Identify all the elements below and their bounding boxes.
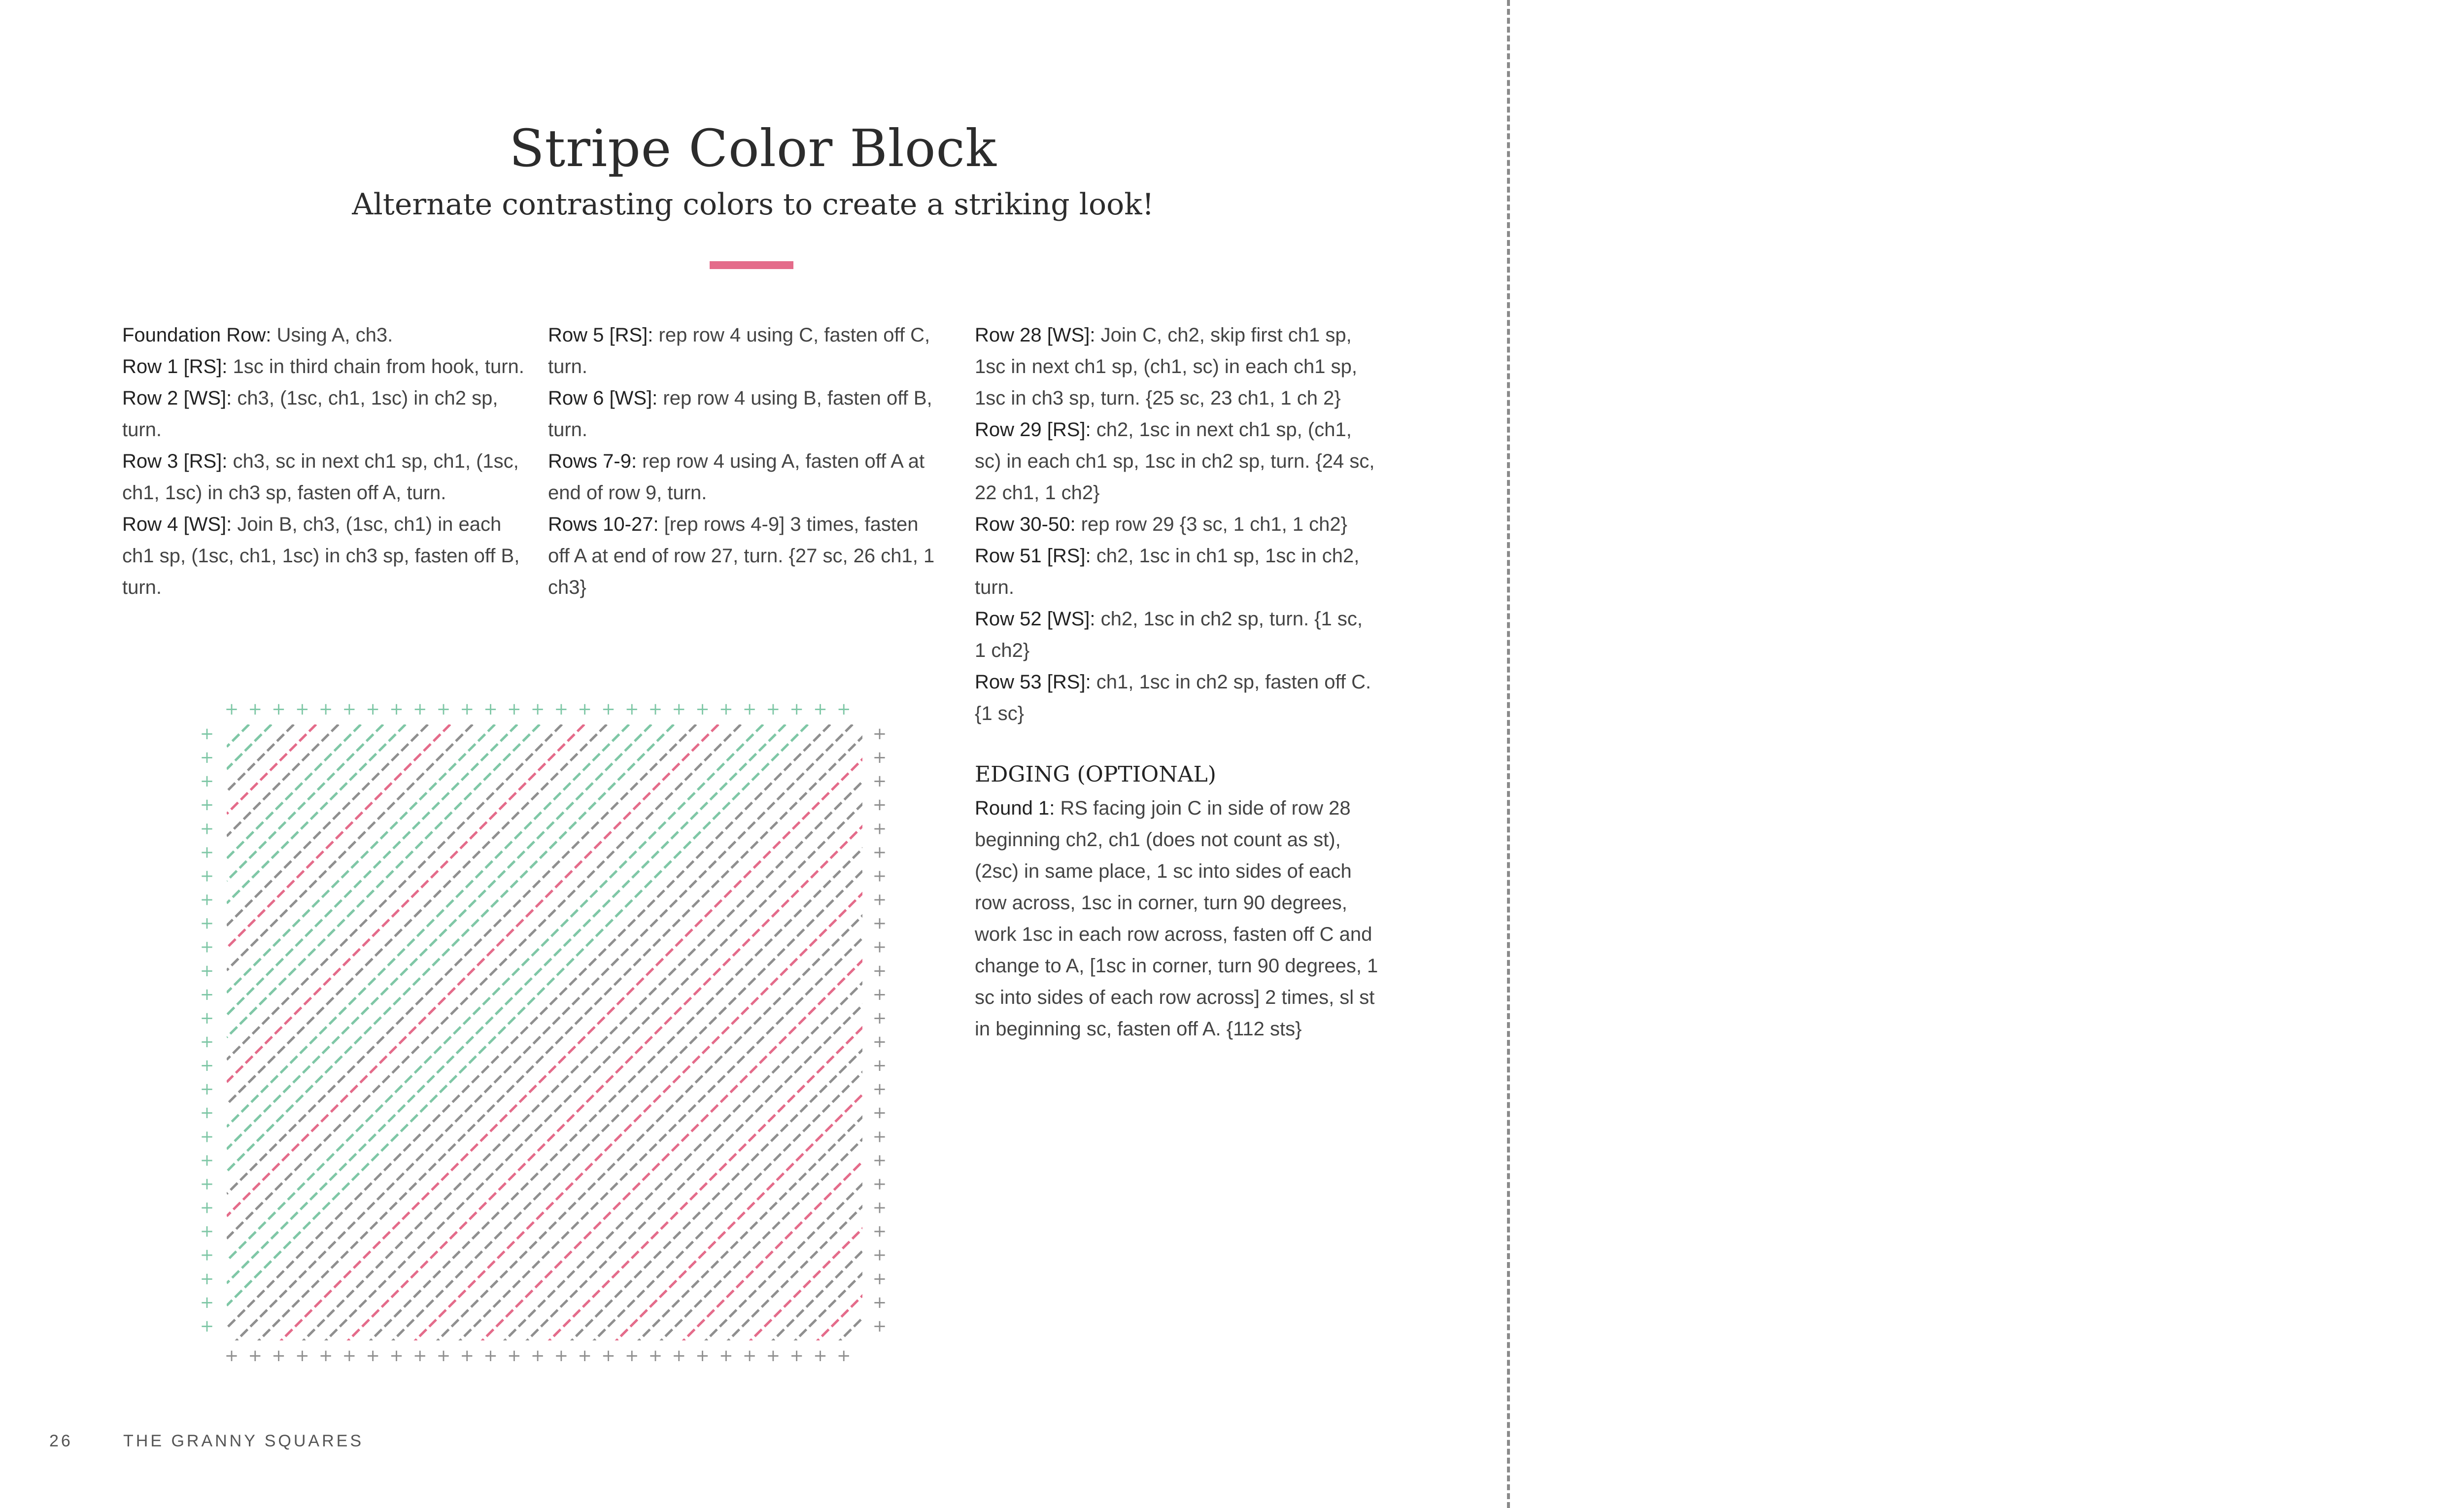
chart-border-symbol: + [872, 1174, 887, 1194]
chart-border-symbol: + [648, 699, 663, 719]
chart-border-symbol: + [295, 1346, 309, 1366]
page-title: Stripe Color Block [509, 118, 997, 178]
chart-stitch-row [227, 724, 696, 1194]
chart-border-symbol: + [436, 1346, 451, 1366]
instruction-row: Row 2 [WS]: ch3, (1sc, ch1, 1sc) in ch2 sp, turn. [122, 387, 498, 441]
instruction-row: Row 5 [RS]: rep row 4 using C, fasten off C, turn. [548, 324, 930, 377]
chart-stitch-row [227, 724, 249, 747]
chart-border-symbol: + [389, 699, 404, 719]
chart-border-symbol: + [872, 1150, 887, 1170]
chart-border-symbol: + [200, 1008, 214, 1028]
chart-border-symbol: + [672, 699, 686, 719]
chart-stitch-row [227, 724, 495, 993]
chart-border-symbol: + [200, 748, 214, 768]
instruction-row: Row 1 [RS]: 1sc in third chain from hook, turn. [122, 356, 524, 377]
chart-border-symbol: + [872, 913, 887, 933]
chart-border-symbol: + [742, 1346, 757, 1366]
chart-border-symbol: + [719, 1346, 733, 1366]
instruction-row: Row 51 [RS]: ch2, 1sc in ch1 sp, 1sc in ch2, turn. [975, 545, 1360, 598]
chart-stitch-row [227, 724, 808, 1305]
chart-border-symbol: + [872, 1032, 887, 1052]
chart-stitch-row [227, 724, 316, 814]
chart-border-symbol: + [248, 1346, 263, 1366]
chart-border-symbol: + [200, 1316, 214, 1336]
chart-border-symbol: + [200, 1032, 214, 1052]
chart-border-symbol: + [872, 1103, 887, 1123]
chart-border-symbol: + [483, 1346, 498, 1366]
chart-border-symbol: + [200, 771, 214, 791]
chart-stitch-row [227, 724, 786, 1283]
chart-border-symbol: + [766, 699, 781, 719]
chart-border-symbol: + [554, 699, 569, 719]
chart-border-symbol: + [872, 1292, 887, 1312]
instruction-row: Row 3 [RS]: ch3, sc in next ch1 sp, ch1, (1sc, ch1, 1sc) in ch3 sp, fasten off A, turn. [122, 450, 519, 504]
chart-stitch-row [227, 724, 473, 970]
chart-border-symbol: + [872, 1127, 887, 1147]
chart-border-symbol: + [200, 1245, 214, 1265]
chart-border-symbol: + [200, 795, 214, 815]
chart-border-symbol: + [872, 795, 887, 815]
chart-border-symbol: + [200, 1150, 214, 1170]
chart-stitch-row [227, 724, 830, 1328]
chart-stitch-row [227, 724, 540, 1037]
chart-stitch-row [227, 724, 674, 1171]
chart-border-symbol: + [200, 984, 214, 1004]
chart-border-symbol: + [872, 890, 887, 910]
chart-border-symbol: + [872, 1008, 887, 1028]
chart-border-symbol: + [872, 1245, 887, 1265]
chart-border-symbol: + [766, 1346, 781, 1366]
chart-border-symbol: + [412, 699, 427, 719]
chart-border-symbol: + [872, 1079, 887, 1099]
chart-border-symbol: + [272, 699, 286, 719]
chart-border-symbol: + [200, 1056, 214, 1076]
chart-stitch-row [227, 724, 428, 925]
chart-stitch-row [227, 724, 763, 1261]
chart-border-symbol: + [224, 699, 239, 719]
chart-border-symbol: + [836, 699, 851, 719]
chart-stitch-row [227, 724, 361, 858]
chart-border-symbol: + [648, 1346, 663, 1366]
edging-text: Round 1: RS facing join C in side of row 28 beginning ch2, ch1 (does not count as st), (2sc) in same place, 1 sc into sides of each row across, 1sc in corner, turn 90 degrees, work 1sc in each row across, fasten off C and change to A, [1sc in corner, turn 90 degrees, 1 sc into sides of each row across] 2 times, sl st in beginning sc, fasten off A. {112 sts} [975, 797, 1378, 1040]
chart-border-symbol: + [412, 1346, 427, 1366]
right-page [1510, 0, 2464, 1508]
chart-border-symbol: + [200, 1221, 214, 1241]
chart-border-symbol: + [248, 699, 263, 719]
instruction-row: Row 29 [RS]: ch2, 1sc in next ch1 sp, (ch1, sc) in each ch1 sp, 1sc in ch2 sp, turn. {24 sc, 22 ch1, 1 ch2} [975, 419, 1375, 504]
instruction-row: Row 4 [WS]: Join B, ch3, (1sc, ch1) in each ch1 sp, (1sc, ch1, 1sc) in ch3 sp, fasten off B, turn. [122, 514, 520, 598]
footer-page-number: 26 [49, 1432, 73, 1450]
instruction-row: Foundation Row: Using A, ch3. [122, 324, 393, 346]
chart-border-symbol: + [789, 699, 804, 719]
chart-border-symbol: + [872, 1198, 887, 1218]
chart-border-symbol: + [200, 1268, 214, 1289]
chart-border-symbol: + [601, 1346, 616, 1366]
chart-border-symbol: + [578, 1346, 592, 1366]
footer-book-title: THE GRANNY SQUARES [123, 1432, 364, 1450]
chart-border-symbol: + [507, 1346, 521, 1366]
chart-border-symbol: + [578, 699, 592, 719]
chart-border-symbol: + [389, 1346, 404, 1366]
chart-border-symbol: + [200, 842, 214, 862]
chart-stitch-lines [224, 724, 892, 1370]
chart-border-symbol: + [695, 1346, 710, 1366]
chart-border-symbol: + [318, 699, 333, 719]
instructions-column-2 [548, 319, 942, 603]
chart-border-symbol: + [200, 1103, 214, 1123]
chart-stitch-row [227, 724, 651, 1149]
chart-border-symbol: + [872, 819, 887, 839]
chart-border-symbol: + [530, 699, 545, 719]
edging-heading: EDGING (OPTIONAL) [975, 762, 1216, 787]
instructions-column-1 [122, 319, 536, 603]
instruction-row: Row 28 [WS]: Join C, ch2, skip first ch1 sp, 1sc in next ch1 sp, (ch1, sc) in each ch1 sp, 1sc in ch3 sp, turn. {25 sc, 23 ch1, 1 ch 2} [975, 324, 1357, 409]
chart-border-symbol: + [200, 937, 214, 957]
chart-border-symbol: + [530, 1346, 545, 1366]
chart-border-symbol: + [742, 699, 757, 719]
accent-rule [710, 261, 793, 269]
chart-border-symbol: + [813, 699, 827, 719]
chart-border-symbol: + [200, 913, 214, 933]
chart-border-symbol: + [624, 1346, 639, 1366]
chart-border-symbol: + [872, 984, 887, 1004]
chart-stitch-row [227, 724, 719, 1216]
chart-border-symbol: + [872, 1316, 887, 1336]
chart-border-symbol: + [200, 866, 214, 886]
chart-border-symbol: + [483, 699, 498, 719]
instruction-row: Row 6 [WS]: rep row 4 using B, fasten off B, turn. [548, 387, 932, 441]
chart-border-symbol: + [366, 699, 380, 719]
chart-border-symbol: + [272, 1346, 286, 1366]
chart-border-symbol: + [813, 1346, 827, 1366]
chart-border-symbol: + [200, 890, 214, 910]
chart-border-symbol: + [872, 1056, 887, 1076]
crochet-chart [192, 695, 892, 1370]
chart-border-symbol: + [695, 699, 710, 719]
chart-stitch-row [227, 724, 853, 1350]
chart-border-symbol: + [366, 1346, 380, 1366]
chart-border-symbol: + [200, 1198, 214, 1218]
instruction-row: Row 30-50: rep row 29 {3 sc, 1 ch1, 1 ch2} [975, 514, 1348, 535]
chart-stitch-row [227, 724, 629, 1127]
chart-border-symbol: + [836, 1346, 851, 1366]
instruction-row: Row 53 [RS]: ch1, 1sc in ch2 sp, fasten off C. {1 sc} [975, 671, 1371, 724]
chart-stitch-row [227, 724, 584, 1082]
chart-border-symbol: + [872, 866, 887, 886]
chart-border-symbol: + [200, 1292, 214, 1312]
chart-border-symbol: + [460, 1346, 475, 1366]
chart-border-symbol: + [460, 699, 475, 719]
chart-border-symbol: + [872, 937, 887, 957]
chart-border-symbol: + [872, 960, 887, 981]
chart-border-symbol: + [295, 699, 309, 719]
instruction-row: Row 52 [WS]: ch2, 1sc in ch2 sp, turn. {1 sc, 1 ch2} [975, 608, 1363, 661]
chart-border-symbol: + [507, 699, 521, 719]
chart-border-symbol: + [200, 1174, 214, 1194]
chart-border-symbol: + [601, 699, 616, 719]
chart-stitch-row [227, 724, 272, 769]
chart-border-symbol: + [554, 1346, 569, 1366]
chart-border-symbol: + [672, 1346, 686, 1366]
chart-border-symbol: + [200, 819, 214, 839]
chart-border-symbol: + [318, 1346, 333, 1366]
instruction-row: Rows 7-9: rep row 4 using A, fasten off A at end of row 9, turn. [548, 450, 925, 504]
chart-stitch-row [227, 724, 562, 1060]
chart-border-symbol: + [872, 748, 887, 768]
chart-border-symbol: + [872, 1221, 887, 1241]
chart-stitch-row [227, 724, 406, 903]
chart-border-symbol: + [624, 699, 639, 719]
chart-border-symbol: + [200, 1127, 214, 1147]
chart-border-symbol: + [200, 1079, 214, 1099]
instruction-row: Rows 10-27: [rep rows 4-9] 3 times, fasten off A at end of row 27, turn. {27 sc, 26 ch1, 1 ch3} [548, 514, 935, 598]
chart-border-symbol: + [436, 699, 451, 719]
chart-border-symbol: + [200, 960, 214, 981]
chart-border-symbol: + [719, 699, 733, 719]
chart-border-symbol: + [872, 724, 887, 744]
chart-border-symbol: + [789, 1346, 804, 1366]
chart-stitch-row [227, 724, 339, 836]
chart-stitch-row [227, 724, 383, 881]
chart-border-symbol: + [872, 1268, 887, 1289]
chart-border-symbol: + [342, 1346, 357, 1366]
instructions-column-3 [975, 319, 1379, 1045]
page-subtitle: Alternate contrasting colors to create a striking look! [352, 187, 1154, 222]
chart-stitch-row [227, 724, 517, 1015]
chart-border-symbol: + [872, 842, 887, 862]
chart-border-symbol: + [224, 1346, 239, 1366]
chart-border-symbol: + [342, 699, 357, 719]
chart-border-symbol: + [872, 771, 887, 791]
chart-border-symbol: + [200, 724, 214, 744]
